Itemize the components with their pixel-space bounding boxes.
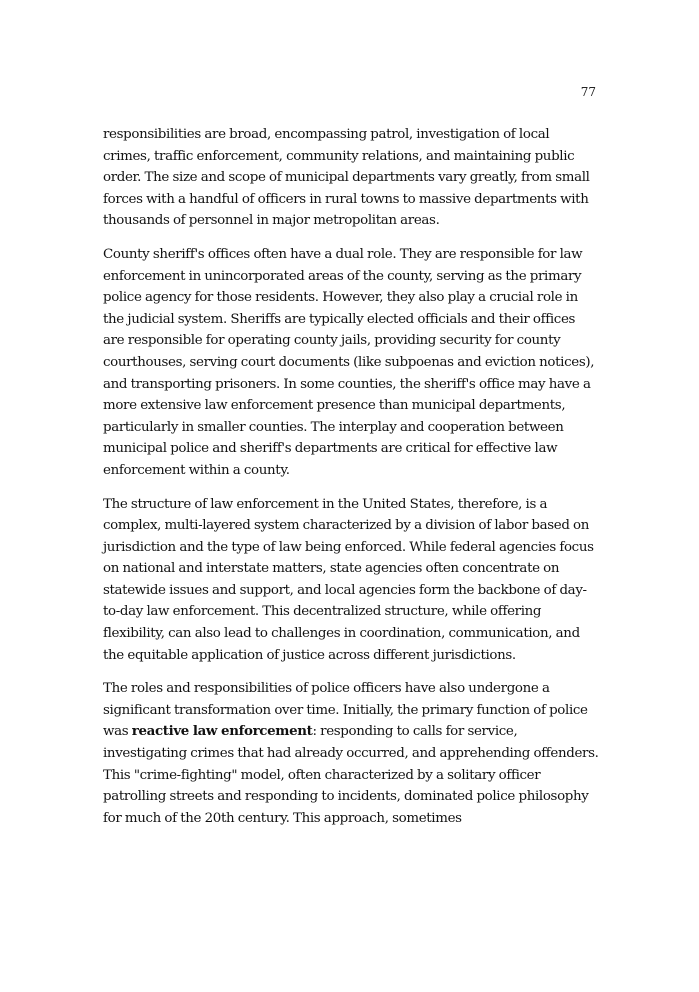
- paragraph-roles: [103, 678, 599, 829]
- bold-term-reactive-law-enforcement: reactive law enforcement: [131, 723, 313, 740]
- paragraph-structure: The structure of law enforcement in the United States, therefore, is a complex, multi-layered system characterized by a division of labor based on jurisdiction and the type of law being enforced. While federal agencies focus on national and interstate matters, state agencies often concentrate on statewide issues and support, and local agencies form the backbone of day-to-day law enforcement. This decentralized structure, while offering flexibility, can also lead to challenges in coordination, communication, and the equitable application of justice across different jurisdictions.: [103, 496, 594, 663]
- paragraph-roles-continued: : responding to calls for service, investigating crimes that had already occurred, and apprehending offenders. This "crime-fighting" model, often characterized by a solitary officer patrolling streets and responding to incidents, dominated police philosophy for much of the 20th century. This approach, sometimes: [103, 724, 599, 826]
- paragraph-municipal: responsibilities are broad, encompassing patrol, investigation of local crimes, traffic enforcement, community relations, and maintaining public order. The size and scope of municipal departments vary greatly, from small forces with a handful of officers in rural towns to massive departments with thousands of personnel in major metropolitan areas.: [103, 127, 590, 229]
- paragraph-roles-intro: The roles and responsibilities of police officers have also undergone a significant transformation over time. Initially, the primary function of police was: [103, 681, 588, 740]
- body-text: [103, 124, 599, 829]
- paragraph-sheriff: County sheriff's offices often have a dual role. They are responsible for law enforcement in unincorporated areas of the county, serving as the primary police agency for those residents. However, they also play a crucial role in the judicial system. Sheriffs are typically elected officials and their offices are responsible for operating county jails, providing security for county courthouses, serving court documents (like subpoenas and eviction notices), and transporting prisoners. In some counties, the sheriff's office may have a more extensive law enforcement presence than municipal departments, particularly in smaller counties. The interplay and cooperation between municipal police and sheriff's departments are critical for effective law enforcement within a county.: [103, 246, 595, 478]
- page-number: 77: [580, 85, 596, 99]
